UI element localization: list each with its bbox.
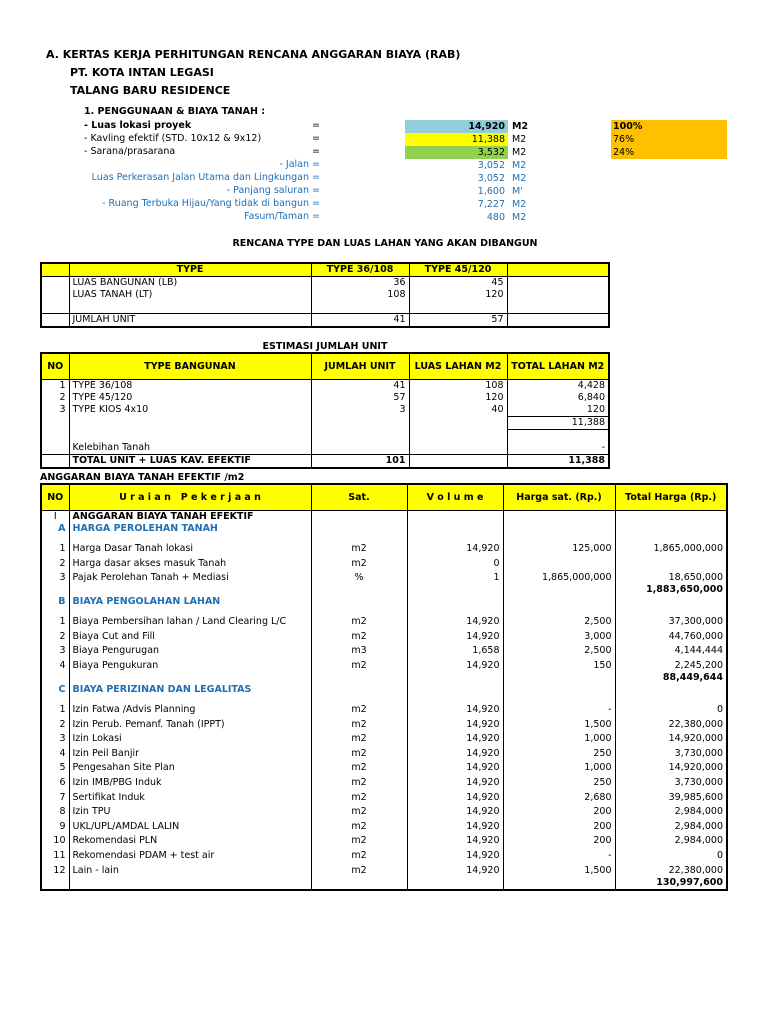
company-name: PT. KOTA INTAN LEGASI — [70, 66, 214, 79]
item-unit-price: 200 — [503, 818, 615, 833]
item-unit-price: 250 — [503, 745, 615, 760]
item-volume — [407, 877, 503, 890]
item-unit-price: 150 — [503, 657, 615, 672]
uraian-header: U r a i a n P e k e r j a a n — [69, 484, 311, 511]
unit-table-title: ESTIMASI JUMLAH UNIT — [262, 341, 388, 352]
item-description: Pajak Perolehan Tanah + Mediasi — [69, 570, 311, 585]
item-unit-price: 1,865,000,000 — [503, 570, 615, 585]
land-use-label: - Luas lokasi proyek — [84, 120, 192, 131]
item-no: B — [41, 596, 69, 608]
land-use-value: 3,052 — [477, 160, 505, 171]
unit-type: TYPE 45/120 — [69, 392, 311, 404]
no-header: NO — [41, 353, 69, 380]
item-description: Biaya Pembersihan lahan / Land Clearing L/C — [69, 608, 311, 628]
item-volume: 14,920 — [407, 696, 503, 716]
sat-header: Sat. — [311, 484, 407, 511]
item-unit-price: 1,500 — [503, 716, 615, 731]
item-no: 11 — [41, 847, 69, 862]
table-row — [41, 380, 609, 393]
item-no: 6 — [41, 774, 69, 789]
land-use-percent: 100% — [611, 120, 727, 133]
subtotal-row — [41, 672, 727, 684]
jumlah-unit-45: 57 — [409, 314, 507, 328]
item-total: 88,449,644 — [615, 672, 727, 684]
item-description: Harga dasar akses masuk Tanah — [69, 555, 311, 570]
item-total — [615, 684, 727, 696]
item-volume: 14,920 — [407, 657, 503, 672]
item-unit-price: 1,500 — [503, 862, 615, 877]
table-row — [41, 745, 727, 760]
group-header-row — [41, 596, 727, 608]
land-use-value: 480 — [486, 212, 505, 223]
type-bangunan-header: TYPE BANGUNAN — [69, 353, 311, 380]
item-volume: 14,920 — [407, 760, 503, 775]
item-total: 0 — [615, 847, 727, 862]
item-unit: m2 — [311, 847, 407, 862]
item-total: 3,730,000 — [615, 745, 727, 760]
land-use-unit: M2 — [512, 147, 527, 158]
section-row — [41, 511, 727, 524]
subtotal-row — [41, 584, 727, 596]
item-no: A — [41, 523, 69, 535]
item-unit: m2 — [311, 804, 407, 819]
item-total — [615, 596, 727, 608]
land-use-label: - Kavling efektif (STD. 10x12 & 9x12) — [84, 133, 262, 144]
item-unit: m2 — [311, 818, 407, 833]
total-unit-label: TOTAL UNIT + LUAS KAV. EFEKTIF — [69, 455, 311, 469]
table-row — [41, 774, 727, 789]
item-no: I — [41, 511, 69, 524]
land-use-percent: 76% — [611, 133, 727, 146]
table-row — [41, 657, 727, 672]
item-description: Izin Lokasi — [69, 731, 311, 746]
type-row-value: 36 — [311, 277, 409, 290]
item-total: 1,883,650,000 — [615, 584, 727, 596]
item-unit-price: - — [503, 847, 615, 862]
type-row-label: LUAS TANAH (LT) — [69, 289, 311, 301]
land-use-label: - Sarana/prasarana — [84, 146, 176, 157]
item-description: Lain - lain — [69, 862, 311, 877]
table-row — [41, 555, 727, 570]
item-volume — [407, 684, 503, 696]
item-description: ANGGARAN BIAYA TANAH EFEKTIF — [69, 511, 311, 524]
total-unit-value: 101 — [311, 455, 409, 469]
item-description: Harga Dasar Tanah lokasi — [69, 535, 311, 555]
item-total — [615, 523, 727, 535]
item-description: Rekomendasi PDAM + test air — [69, 847, 311, 862]
item-volume: 14,920 — [407, 818, 503, 833]
table-row — [41, 608, 727, 628]
item-description: UKL/UPL/AMDAL LALIN — [69, 818, 311, 833]
volume-header: V o l u m e — [407, 484, 503, 511]
item-unit: m2 — [311, 696, 407, 716]
item-total: 2,984,000 — [615, 818, 727, 833]
item-unit: m2 — [311, 608, 407, 628]
table-row — [41, 862, 727, 877]
item-total: 22,380,000 — [615, 862, 727, 877]
item-volume: 14,920 — [407, 804, 503, 819]
item-no: 2 — [41, 628, 69, 643]
land-use-unit: M2 — [512, 160, 527, 171]
item-volume: 14,920 — [407, 716, 503, 731]
land-use-unit: M2 — [512, 199, 527, 210]
item-unit: m2 — [311, 657, 407, 672]
land-use-value: 11,388 — [405, 133, 508, 146]
item-volume — [407, 672, 503, 684]
item-description: Pengesahan Site Plan — [69, 760, 311, 775]
item-total: 2,245,200 — [615, 657, 727, 672]
table-row — [41, 804, 727, 819]
item-unit-price: 200 — [503, 833, 615, 848]
item-no — [41, 877, 69, 890]
item-unit-price: 3,000 — [503, 628, 615, 643]
item-description: Izin Peil Banjir — [69, 745, 311, 760]
item-description: HARGA PEROLEHAN TANAH — [69, 523, 311, 535]
land-use-label: - Ruang Terbuka Hijau/Yang tidak di bangun = — [102, 198, 320, 209]
item-no: 2 — [41, 716, 69, 731]
item-total — [615, 511, 727, 524]
item-unit: m2 — [311, 774, 407, 789]
unit-subtotal: 11,388 — [507, 417, 609, 430]
item-unit-price: 2,500 — [503, 608, 615, 628]
project-name: TALANG BARU RESIDENCE — [70, 84, 231, 97]
item-no: 1 — [41, 535, 69, 555]
item-no: C — [41, 684, 69, 696]
item-unit — [311, 596, 407, 608]
item-no: 3 — [41, 570, 69, 585]
table-row — [41, 404, 609, 417]
item-volume: 1 — [407, 570, 503, 585]
table-row — [41, 392, 609, 404]
item-no: 4 — [41, 745, 69, 760]
item-description: Sertifikat Induk — [69, 789, 311, 804]
jumlah-unit-36: 41 — [311, 314, 409, 328]
item-unit: m2 — [311, 789, 407, 804]
item-unit — [311, 523, 407, 535]
type-row-value: 45 — [409, 277, 507, 290]
table-row — [41, 570, 727, 585]
kelebihan-value: - — [507, 442, 609, 455]
unit-total-area: 6,840 — [507, 392, 609, 404]
item-unit-price — [503, 596, 615, 608]
section1-title: 1. PENGGUNAAN & BIAYA TANAH : — [84, 106, 266, 117]
item-no: 3 — [41, 731, 69, 746]
cost-no-header: NO — [41, 484, 69, 511]
item-total: 2,984,000 — [615, 804, 727, 819]
item-total — [615, 555, 727, 570]
land-use-value: 7,227 — [477, 199, 505, 210]
land-use-percent: 24% — [611, 146, 727, 159]
unit-area: 108 — [409, 380, 507, 393]
item-no: 2 — [41, 555, 69, 570]
item-volume: 14,920 — [407, 731, 503, 746]
item-volume: 14,920 — [407, 847, 503, 862]
item-unit-price: 125,000 — [503, 535, 615, 555]
item-total: 0 — [615, 696, 727, 716]
unit-area: 40 — [409, 404, 507, 417]
land-use-label: Fasum/Taman = — [244, 211, 320, 222]
jumlah-unit-label: JUMLAH UNIT — [69, 314, 311, 328]
total-harga-header: Total Harga (Rp.) — [615, 484, 727, 511]
type-45-header: TYPE 45/120 — [409, 263, 507, 277]
item-total: 1,865,000,000 — [615, 535, 727, 555]
item-description — [69, 877, 311, 890]
item-unit-price: 200 — [503, 804, 615, 819]
land-use-unit: M' — [512, 186, 523, 197]
item-volume: 14,920 — [407, 774, 503, 789]
item-unit-price — [503, 511, 615, 524]
item-total: 3,730,000 — [615, 774, 727, 789]
item-no: 3 — [41, 643, 69, 658]
item-unit: m2 — [311, 760, 407, 775]
item-unit-price — [503, 584, 615, 596]
unit-area: 120 — [409, 392, 507, 404]
table-row — [41, 696, 727, 716]
item-description — [69, 672, 311, 684]
item-volume: 14,920 — [407, 862, 503, 877]
item-unit-price — [503, 877, 615, 890]
item-volume: 0 — [407, 555, 503, 570]
item-total: 18,650,000 — [615, 570, 727, 585]
item-description: Biaya Pengurugan — [69, 643, 311, 658]
item-unit — [311, 511, 407, 524]
unit-count: 3 — [311, 404, 409, 417]
item-unit-price: - — [503, 696, 615, 716]
equals-sign: = — [312, 146, 320, 157]
item-no: 1 — [41, 608, 69, 628]
group-header-row — [41, 684, 727, 696]
item-description: BIAYA PENGOLAHAN LAHAN — [69, 596, 311, 608]
item-unit-price — [503, 555, 615, 570]
item-no: 12 — [41, 862, 69, 877]
item-no: 7 — [41, 789, 69, 804]
item-no: 9 — [41, 818, 69, 833]
item-unit-price — [503, 684, 615, 696]
land-use-value: 14,920 — [405, 120, 508, 133]
type-row-value: 108 — [311, 289, 409, 301]
type-row-label: LUAS BANGUNAN (LB) — [69, 277, 311, 290]
item-description: Izin Perub. Pemanf. Tanah (IPPT) — [69, 716, 311, 731]
unit-type: TYPE 36/108 — [69, 380, 311, 393]
item-unit-price — [503, 523, 615, 535]
cost-table-title: ANGGARAN BIAYA TANAH EFEKTIF /m2 — [40, 472, 245, 483]
item-total: 2,984,000 — [615, 833, 727, 848]
cost-table — [40, 483, 728, 891]
table-row — [41, 731, 727, 746]
unit-count: 41 — [311, 380, 409, 393]
type-row-value: 120 — [409, 289, 507, 301]
item-total: 44,760,000 — [615, 628, 727, 643]
item-no — [41, 672, 69, 684]
unit-type: TYPE KIOS 4x10 — [69, 404, 311, 417]
item-no: 10 — [41, 833, 69, 848]
item-unit: m2 — [311, 535, 407, 555]
item-unit: m2 — [311, 555, 407, 570]
item-volume — [407, 584, 503, 596]
item-unit: m2 — [311, 716, 407, 731]
item-volume: 14,920 — [407, 535, 503, 555]
doc-title: A. KERTAS KERJA PERHITUNGAN RENCANA ANGGARAN BIAYA (RAB) — [46, 48, 461, 61]
item-total: 14,920,000 — [615, 760, 727, 775]
unit-table — [40, 352, 610, 469]
item-unit: m2 — [311, 731, 407, 746]
land-use-unit: M2 — [512, 212, 527, 223]
item-unit — [311, 584, 407, 596]
land-use-unit: M2 — [512, 173, 527, 184]
land-use-label: - Jalan = — [279, 159, 320, 170]
item-volume: 14,920 — [407, 745, 503, 760]
item-volume: 14,920 — [407, 833, 503, 848]
item-unit: % — [311, 570, 407, 585]
table-row — [41, 760, 727, 775]
unit-total-area: 120 — [507, 404, 609, 417]
item-unit-price: 1,000 — [503, 731, 615, 746]
item-unit-price: 250 — [503, 774, 615, 789]
unit-no: 2 — [41, 392, 69, 404]
land-use-label: Luas Perkerasan Jalan Utama dan Lingkungan = — [91, 172, 320, 183]
table-row — [41, 847, 727, 862]
item-description: BIAYA PERIZINAN DAN LEGALITAS — [69, 684, 311, 696]
item-total: 37,300,000 — [615, 608, 727, 628]
subtotal-row — [41, 877, 727, 890]
item-no — [41, 584, 69, 596]
type-header: TYPE — [69, 263, 311, 277]
item-unit-price: 2,680 — [503, 789, 615, 804]
item-volume: 14,920 — [407, 628, 503, 643]
item-unit — [311, 877, 407, 890]
total-lahan-header: TOTAL LAHAN M2 — [507, 353, 609, 380]
land-use-value: 3,532 — [405, 146, 508, 159]
item-no: 4 — [41, 657, 69, 672]
type-table-title: RENCANA TYPE DAN LUAS LAHAN YANG AKAN DIBANGUN — [232, 238, 538, 249]
unit-no: 1 — [41, 380, 69, 393]
item-total: 39,985,600 — [615, 789, 727, 804]
table-row — [41, 643, 727, 658]
item-no: 1 — [41, 696, 69, 716]
equals-sign: = — [312, 133, 320, 144]
item-description — [69, 584, 311, 596]
item-description: Izin IMB/PBG Induk — [69, 774, 311, 789]
item-total: 4,144,444 — [615, 643, 727, 658]
land-use-label: - Panjang saluran = — [226, 185, 320, 196]
kelebihan-label: Kelebihan Tanah — [69, 442, 311, 455]
item-description: Biaya Pengukuran — [69, 657, 311, 672]
item-no: 5 — [41, 760, 69, 775]
jumlah-unit-header: JUMLAH UNIT — [311, 353, 409, 380]
table-row — [41, 716, 727, 731]
item-description: Rekomendasi PLN — [69, 833, 311, 848]
table-row — [41, 535, 727, 555]
item-description: Biaya Cut and Fill — [69, 628, 311, 643]
item-no: 8 — [41, 804, 69, 819]
land-use-value: 1,600 — [477, 186, 505, 197]
group-header-row — [41, 523, 727, 535]
item-description: Izin Fatwa /Advis Planning — [69, 696, 311, 716]
land-use-unit: M2 — [512, 134, 527, 145]
unit-count: 57 — [311, 392, 409, 404]
harga-sat-header: Harga sat. (Rp.) — [503, 484, 615, 511]
type-table — [40, 262, 610, 328]
total-lahan-value: 11,388 — [507, 455, 609, 469]
item-unit-price — [503, 672, 615, 684]
land-use-unit: M2 — [512, 121, 529, 132]
item-description: Izin TPU — [69, 804, 311, 819]
item-unit: m3 — [311, 643, 407, 658]
item-unit: m2 — [311, 862, 407, 877]
equals-sign: = — [312, 120, 320, 131]
type-36-header: TYPE 36/108 — [311, 263, 409, 277]
item-volume: 14,920 — [407, 608, 503, 628]
item-volume — [407, 596, 503, 608]
item-unit — [311, 684, 407, 696]
item-unit: m2 — [311, 745, 407, 760]
item-total: 130,997,600 — [615, 877, 727, 890]
item-unit: m2 — [311, 628, 407, 643]
item-unit — [311, 672, 407, 684]
item-unit-price: 1,000 — [503, 760, 615, 775]
table-row — [41, 833, 727, 848]
item-unit: m2 — [311, 833, 407, 848]
item-volume — [407, 511, 503, 524]
land-use-value: 3,052 — [477, 173, 505, 184]
item-total: 14,920,000 — [615, 731, 727, 746]
table-row — [41, 789, 727, 804]
unit-total-area: 4,428 — [507, 380, 609, 393]
table-row — [41, 818, 727, 833]
luas-lahan-header: LUAS LAHAN M2 — [409, 353, 507, 380]
item-total: 22,380,000 — [615, 716, 727, 731]
item-volume: 1,658 — [407, 643, 503, 658]
item-volume — [407, 523, 503, 535]
item-unit-price: 2,500 — [503, 643, 615, 658]
unit-no: 3 — [41, 404, 69, 417]
item-volume: 14,920 — [407, 789, 503, 804]
table-row — [41, 628, 727, 643]
